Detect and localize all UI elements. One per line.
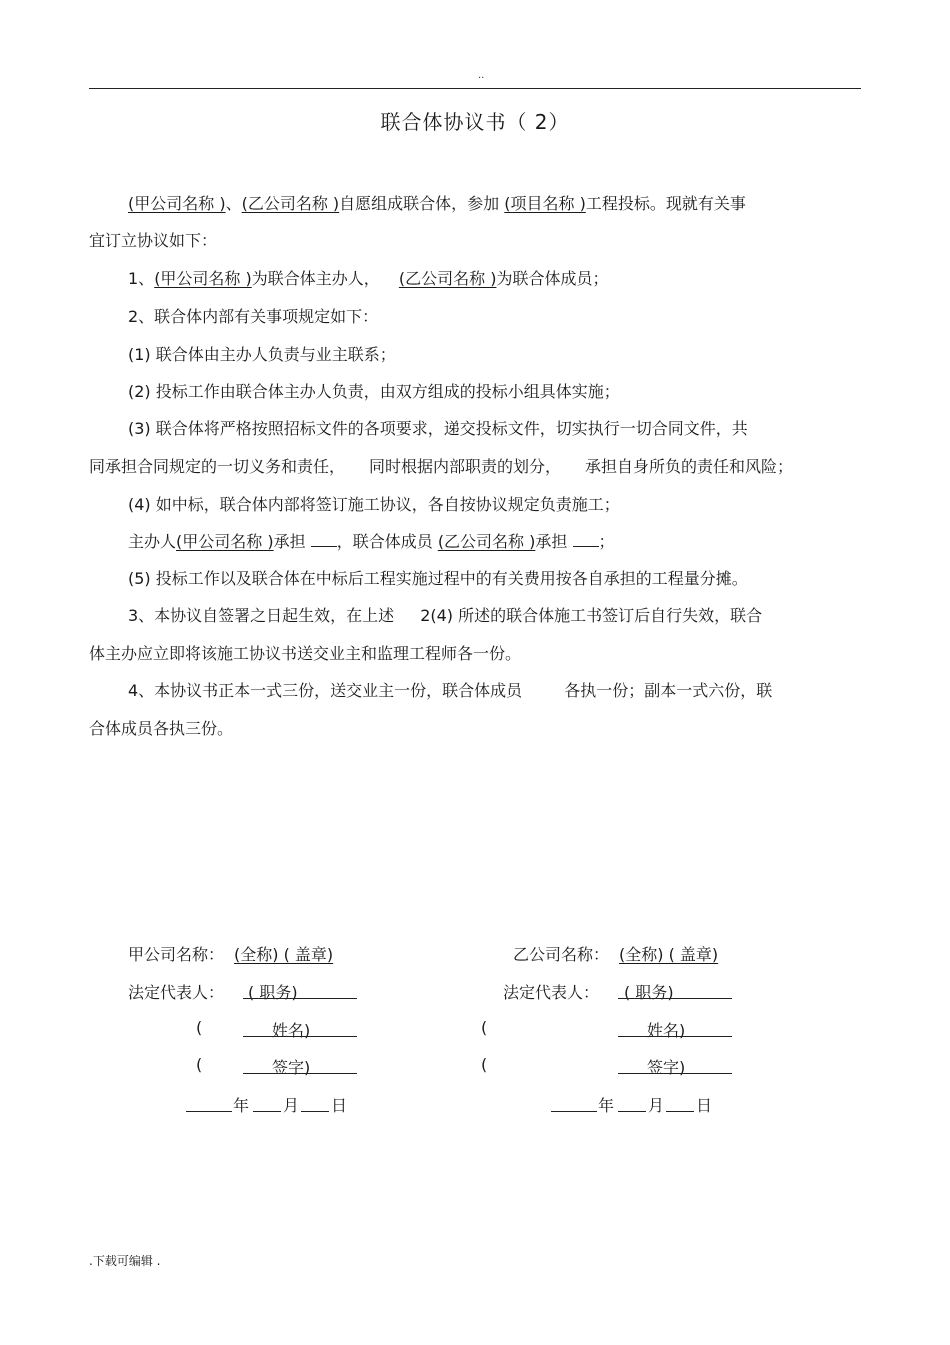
sub-item-3-part-a: 同承担合同规定的一切义务和责任， — [89, 457, 346, 476]
right-position-line — [618, 998, 732, 999]
left-sign-paren: ( — [196, 1055, 203, 1074]
left-sign-line — [243, 1073, 357, 1074]
share-blank-a — [311, 532, 337, 547]
sub-item-3-part-b: 同时根据内部职责的划分， — [369, 457, 562, 476]
sub-item-2: (2) 投标工作由联合体主办人负责，由双方组成的投标小组具体实施； — [128, 382, 620, 401]
right-year: 年 — [598, 1096, 615, 1115]
right-year-line — [551, 1111, 597, 1112]
separator: 、 — [225, 194, 242, 213]
semicolon: ； — [598, 532, 615, 551]
left-month-line — [253, 1111, 281, 1112]
member-label: ，联合体成员 — [336, 532, 433, 551]
left-company-row — [128, 942, 333, 965]
left-position-line — [243, 998, 357, 999]
left-company-label: 甲公司名称： — [128, 945, 225, 964]
item-1 — [128, 260, 608, 298]
party-a-placeholder: (甲公司名称 ) — [128, 194, 226, 213]
document-title: 联合体协议书（ 2） — [380, 110, 570, 134]
responsibility-line — [128, 523, 615, 561]
right-name-line — [618, 1036, 732, 1037]
bear-label: 承担 — [273, 532, 306, 551]
sub-item-5: (5) 投标工作以及联合体在中标后工程实施过程中的有关费用按各自承担的工程量分摊。 — [128, 569, 748, 588]
right-day: 日 — [696, 1096, 713, 1115]
sub-item-3-line-2 — [89, 448, 793, 486]
item-3-part-b: 2(4) 所述的联合体施工书签订后自行失效，联合 — [420, 606, 763, 625]
party-a-placeholder: (甲公司名称 ) — [176, 532, 274, 551]
right-sign-paren: ( — [481, 1055, 488, 1074]
sub-item-3-part-c: 承担自身所负的责任和风险； — [585, 457, 794, 476]
intro-line-1 — [128, 185, 746, 223]
right-name: 姓名) — [647, 1021, 686, 1040]
project-placeholder: (项目名称 ) — [504, 194, 586, 213]
item-3-part-a: 3、本协议自签署之日起生效，在上述 — [128, 606, 395, 625]
right-position: ( 职务) — [624, 983, 674, 1002]
left-position: ( 职务) — [248, 983, 298, 1002]
item-1-number: 1、 — [128, 269, 155, 288]
left-name-line — [243, 1036, 357, 1037]
left-day-line — [301, 1111, 329, 1112]
sub-item-4: (4) 如中标，联合体内部将签订施工协议，各自按协议规定负责施工； — [128, 495, 620, 514]
left-name-paren: ( — [196, 1018, 203, 1037]
left-month: 月 — [283, 1096, 300, 1115]
party-a-placeholder: (甲公司名称 ) — [154, 269, 252, 288]
right-sign: 签字) — [647, 1058, 686, 1077]
item-1-text: 为联合体主办人， — [251, 269, 380, 288]
item-3-line-1 — [128, 597, 762, 635]
item-2: 2、联合体内部有关事项规定如下： — [128, 307, 379, 326]
right-company-label: 乙公司名称： — [513, 945, 610, 964]
lead-label: 主办人 — [128, 532, 177, 551]
left-day: 日 — [331, 1096, 348, 1115]
right-company-value: (全称) ( 盖章) — [619, 945, 719, 964]
intro-text: 自愿组成联合体，参加 — [339, 194, 500, 213]
party-b-placeholder: (乙公司名称 ) — [437, 532, 536, 551]
party-b-placeholder: (乙公司名称 ) — [398, 269, 497, 288]
item-4-line-2: 合体成员各执三份。 — [89, 719, 234, 738]
right-month-line — [618, 1111, 646, 1112]
left-sign: 签字) — [272, 1058, 311, 1077]
right-day-line — [666, 1111, 694, 1112]
left-name: 姓名) — [272, 1021, 311, 1040]
header-rule — [89, 88, 861, 89]
intro-text-2: 工程投标。现就有关事 — [585, 194, 746, 213]
item-3-line-2: 体主办应立即将该施工协议书送交业主和监理工程师各一份。 — [89, 644, 522, 663]
item-4-part-a: 4、本协议书正本一式三份，送交业主一份，联合体成员 — [128, 681, 523, 700]
sub-item-3-line-1: (3) 联合体将严格按照招标文件的各项要求，递交投标文件，切实执行一切合同文件，共 — [128, 419, 748, 438]
right-company-row — [513, 942, 718, 965]
sub-item-1: (1) 联合体由主办人负责与业主联系； — [128, 345, 396, 364]
bear-label-2: 承担 — [535, 532, 568, 551]
party-b-placeholder: (乙公司名称 ) — [241, 194, 340, 213]
item-1-text-2: 为联合体成员； — [496, 269, 609, 288]
right-name-paren: ( — [481, 1018, 488, 1037]
right-month: 月 — [648, 1096, 665, 1115]
left-rep-label: 法定代表人： — [128, 983, 225, 1002]
left-year: 年 — [233, 1096, 250, 1115]
right-sign-line — [618, 1073, 732, 1074]
header-marker: .. — [478, 70, 485, 81]
share-blank-b — [573, 532, 599, 547]
footer-note: .下载可编辑 . — [89, 1254, 161, 1268]
left-company-value: (全称) ( 盖章) — [234, 945, 334, 964]
left-year-line — [186, 1111, 232, 1112]
right-rep-label: 法定代表人： — [503, 983, 600, 1002]
item-4-part-b: 各执一份；副本一式六份，联 — [564, 681, 773, 700]
item-4-line-1 — [128, 672, 772, 710]
intro-line-2: 宜订立协议如下： — [89, 231, 218, 250]
